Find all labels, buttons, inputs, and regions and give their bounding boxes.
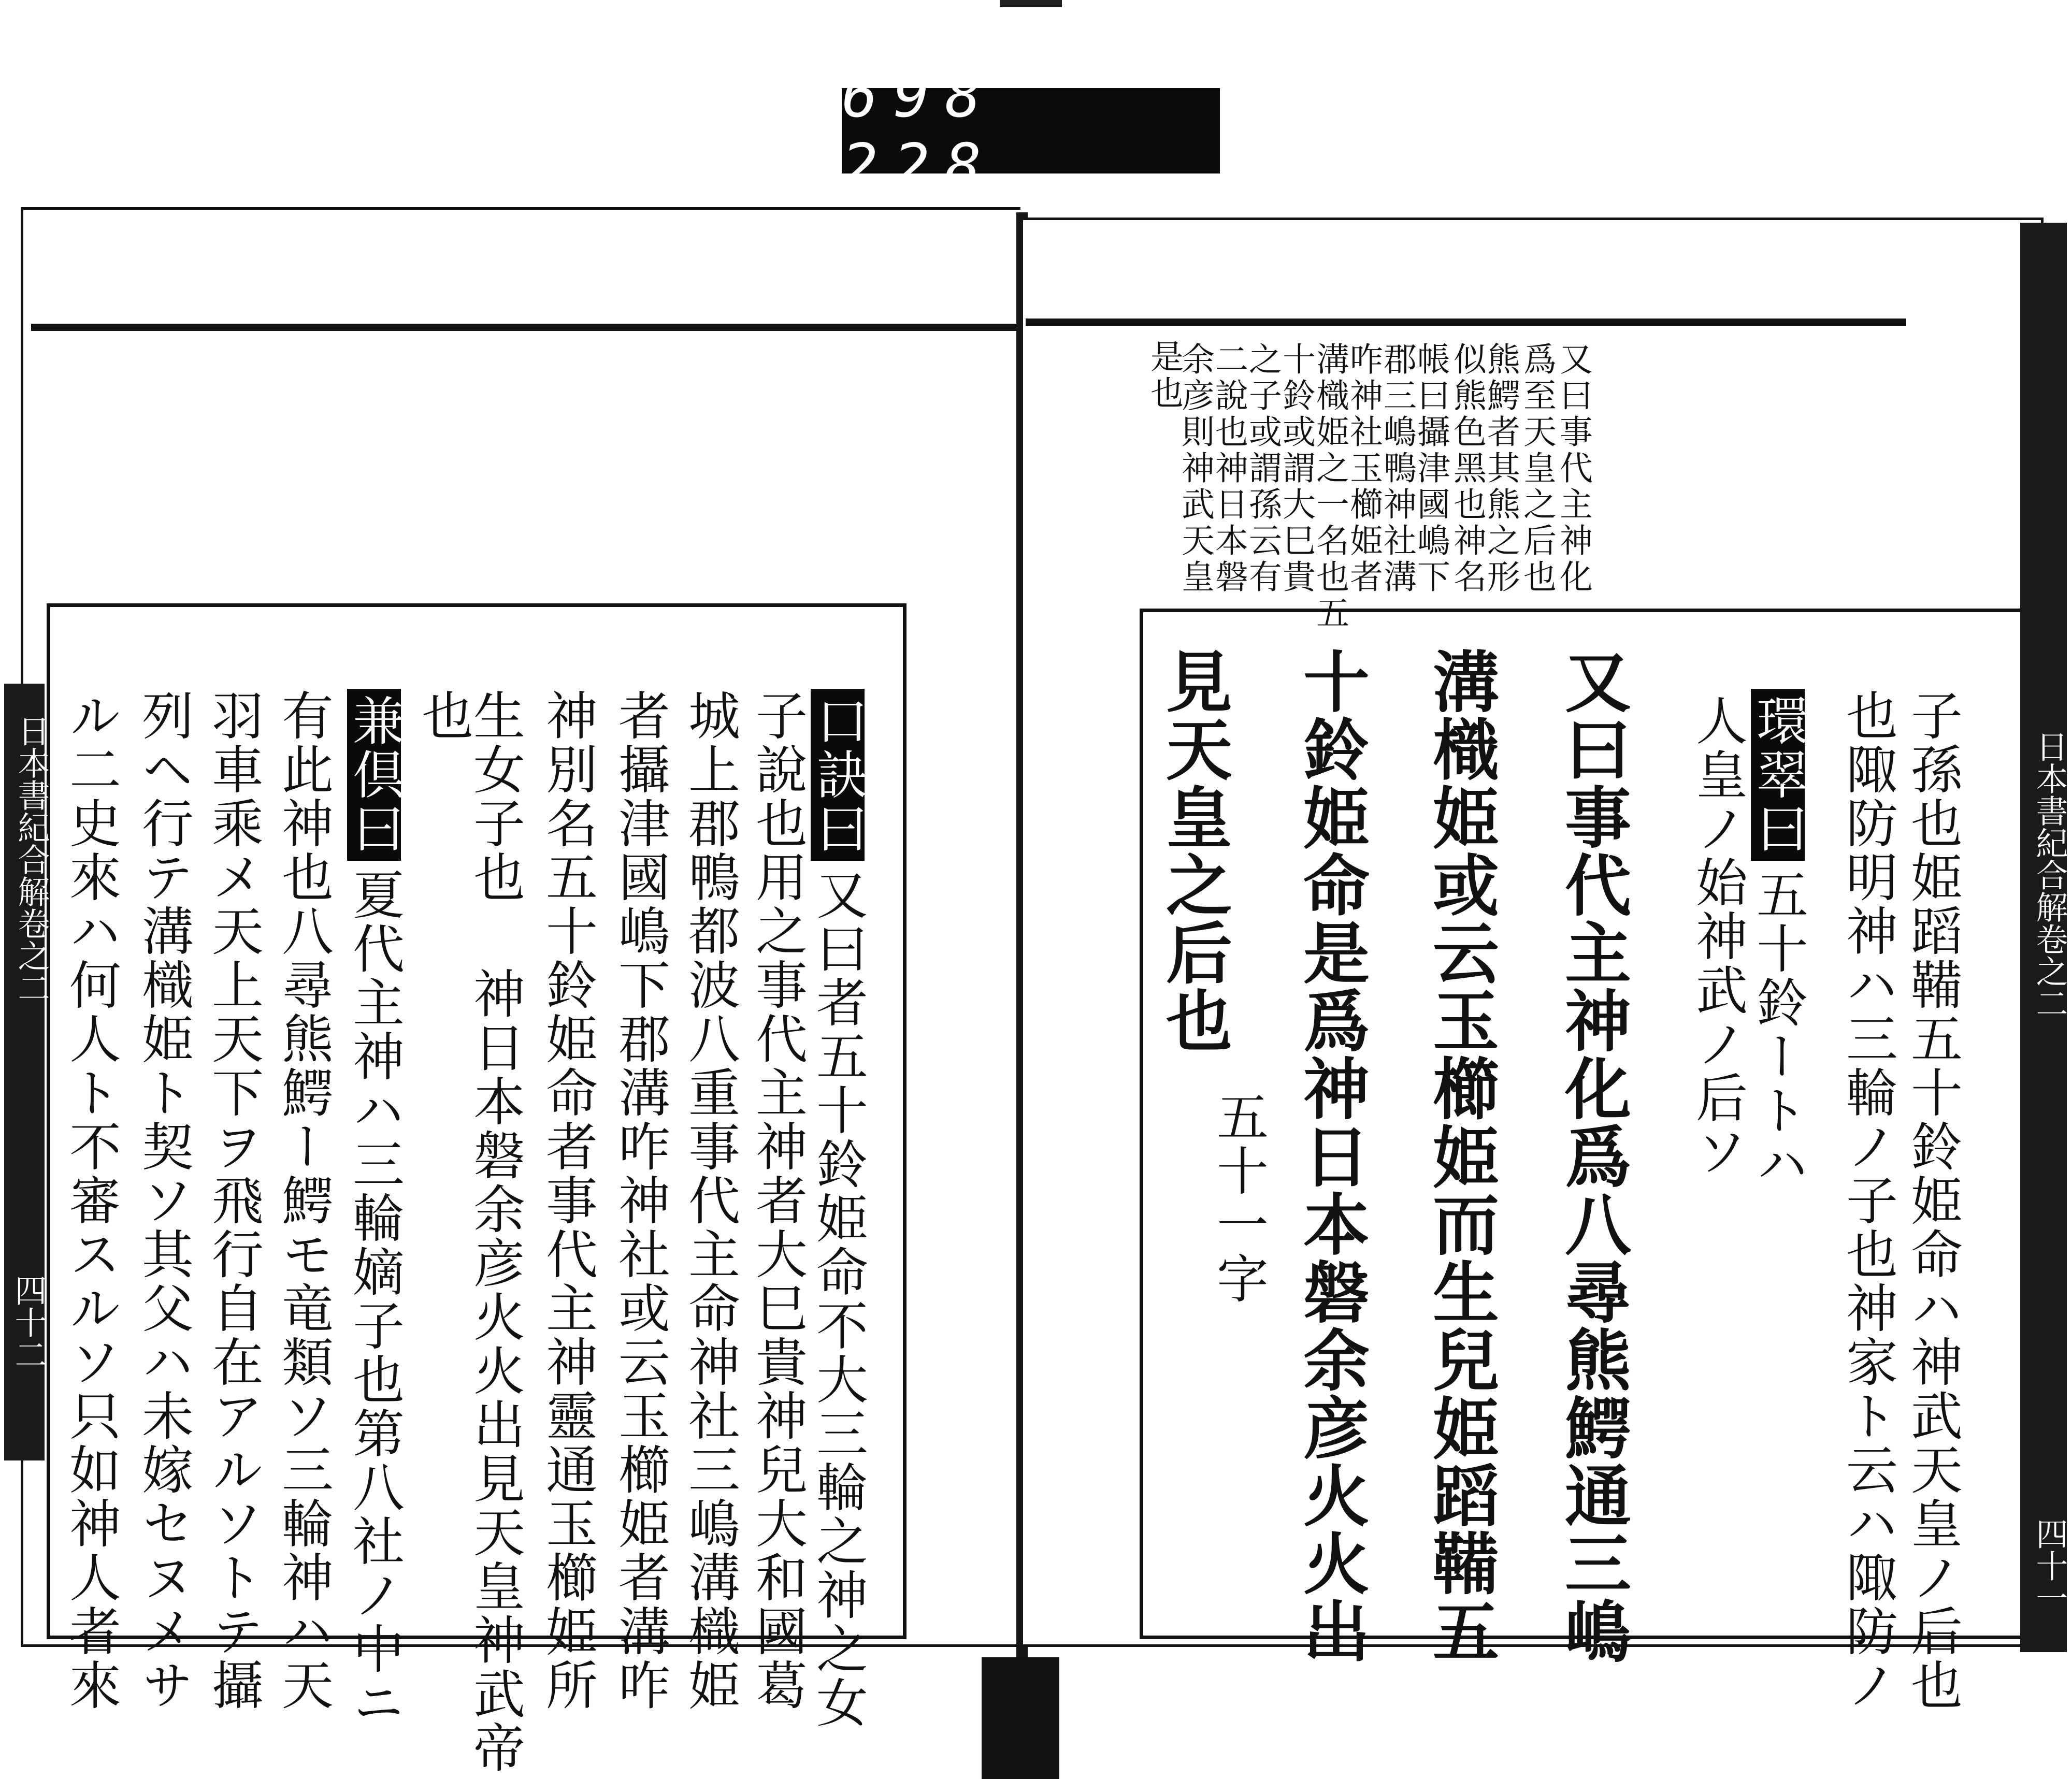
right-column-text: 五十鈴ートハ	[1748, 868, 1808, 1191]
right-header-note: 之子或謂孫云有	[1243, 342, 1282, 596]
right-column-text: 見天皇之后也	[1155, 647, 1232, 1054]
right-folio: 四十一	[2031, 1517, 2068, 1614]
right-header-note: 二說也神日本磐	[1210, 342, 1248, 596]
right-column-text: 溝樴姫或云玉櫛姫而生兒姫蹈鞴五	[1421, 647, 1499, 1665]
left-column-text: 有此神也八尋熊鰐ー鰐モ竜類ソ三輪神ハ天	[273, 689, 334, 1712]
left-column-1	[133, 689, 194, 1712]
right-column-text: 也陬防明神ハ三輪ノ子也神家ト云ハ陬防ノ	[1837, 689, 1898, 1712]
left-column-text: 城上郡鴨都波八重事代主命神社三嶋溝樴姫	[680, 689, 740, 1712]
right-header-note: 余彦則神武天皇	[1176, 342, 1214, 596]
left-column-text: 子說也用之事代主神者大巳貴神兒大和國葛	[747, 689, 808, 1712]
right-header-note: 似熊色黑也神名	[1448, 342, 1486, 596]
left-column-text: 也	[413, 689, 473, 743]
left-column-text: 生女子也 神日本磐余彦火火出見天皇神武帝	[465, 689, 525, 1775]
left-column-text: 羽車乘メ天上天下ヲ飛行自在アルソトテ攝	[203, 689, 264, 1712]
right-header-note: 咋神社玉櫛姫者	[1344, 342, 1383, 596]
spine-bottom-mark	[982, 1657, 1059, 1779]
right-header-note: 帳曰攝津國嶋下	[1412, 342, 1450, 596]
left-column-text: 夏代主神ハ三輪嫡子也第八社ノ中ニ	[344, 868, 405, 1730]
right-column-2	[1208, 1090, 1269, 1306]
right-upper-rule	[1026, 319, 1906, 326]
right-column-8	[1748, 689, 1808, 1191]
right-margin-strip	[2020, 223, 2067, 1652]
archive-number-stamp: 698 228.	[842, 88, 1220, 173]
right-column-0	[1902, 689, 1963, 1712]
left-column-4	[344, 689, 405, 1730]
left-column-2	[203, 689, 264, 1712]
right-header-note: 郡三嶋鴨神社溝	[1378, 342, 1416, 596]
left-column-7	[537, 689, 598, 1712]
spine-top-mark	[1000, 0, 1062, 7]
right-column-3	[1155, 647, 1232, 1054]
left-column-text: 神別名五十鈴姫命者事代主神靈通玉櫛姫所	[537, 689, 598, 1712]
left-margin-title: 日本書紀合解卷之二	[12, 715, 50, 1004]
right-column-text: 五十一字	[1208, 1090, 1269, 1306]
right-column-1	[1837, 689, 1898, 1712]
right-header-note: 爲至天皇之后也	[1518, 342, 1556, 596]
left-column-8	[610, 689, 670, 1712]
left-column-5	[413, 689, 473, 743]
left-column-label: 兼倶曰	[347, 689, 401, 861]
left-column-9	[680, 689, 740, 1712]
right-column-4	[1292, 647, 1370, 1665]
left-column-text: 又曰者五十鈴姫命不大三輪之神之女	[808, 868, 868, 1730]
left-folio: 四十二	[9, 1274, 47, 1370]
left-column-6	[465, 689, 525, 1775]
left-column-3	[273, 689, 334, 1712]
right-column-5	[1421, 647, 1499, 1665]
left-column-label: 口訣曰	[811, 689, 865, 861]
right-header-note: 是也	[1145, 339, 1183, 412]
left-column-text: 者攝津國嶋下郡溝咋神社或云玉櫛姫者溝咋	[610, 689, 670, 1712]
right-column-label: 環翠曰	[1751, 689, 1805, 861]
right-header-note: 熊鰐者其熊之形	[1481, 342, 1520, 596]
right-column-text: 人皇ノ始神武ノ后ソ	[1687, 694, 1748, 1179]
left-column-text: 列ヘ行テ溝樴姫ト契ソ其父ハ未嫁セヌメサ	[133, 689, 194, 1712]
right-margin-title: 日本書紀合解卷之二	[2031, 730, 2068, 1019]
right-column-6	[1553, 647, 1631, 1665]
right-header-note: 又曰事代主神化	[1554, 342, 1592, 596]
left-upper-rule	[31, 324, 1020, 331]
right-header-note: 十鈴或謂大巳貴	[1277, 342, 1315, 596]
right-column-text: 又曰事代主神化爲八尋熊鰐通三嶋	[1553, 647, 1631, 1665]
right-column-text: 子孫也姫蹈鞴五十鈴姫命ハ神武天皇ノ后也	[1902, 689, 1963, 1712]
right-column-text: 十鈴姫命是爲神日本磐余彦火火出	[1292, 647, 1370, 1665]
left-column-10	[747, 689, 808, 1712]
right-header-note: 溝樴姫之一名也五	[1311, 342, 1349, 632]
left-column-11	[808, 689, 868, 1730]
left-column-0	[61, 689, 121, 1712]
left-column-text: ル二史來ハ何人ト不審スルソ只如神人者來	[61, 689, 121, 1712]
right-column-7	[1687, 694, 1748, 1179]
